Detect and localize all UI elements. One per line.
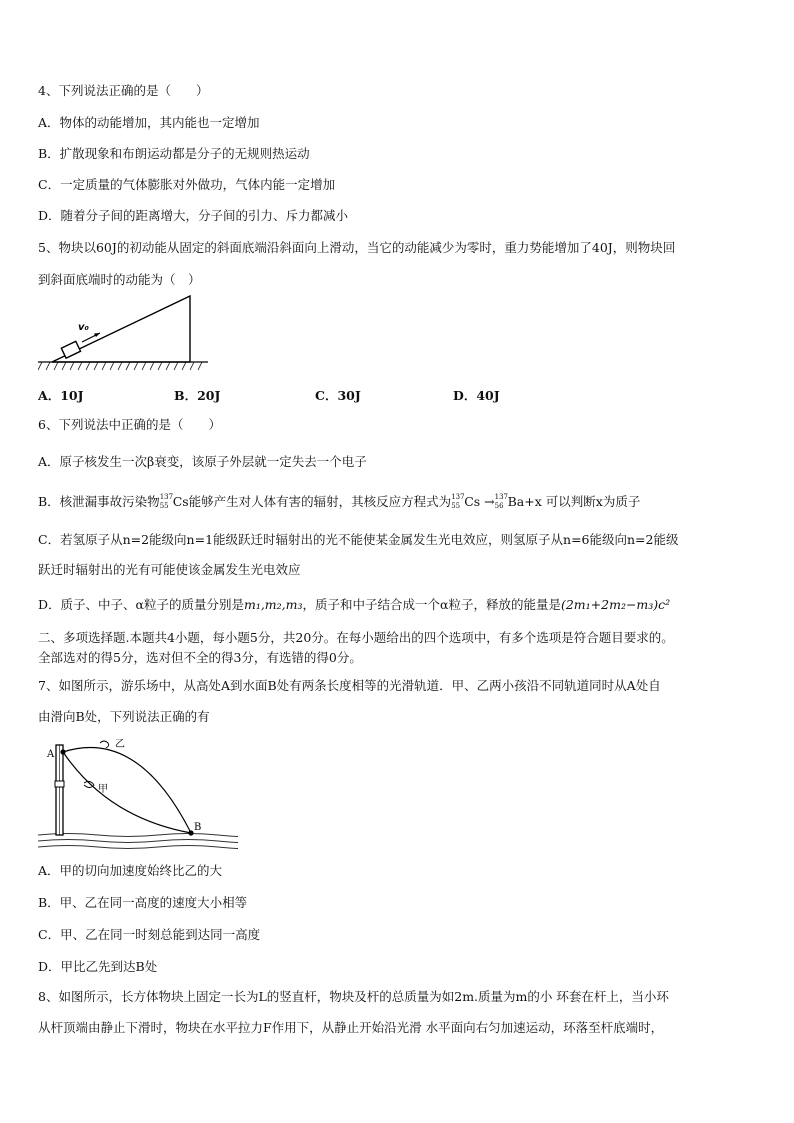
q4-option-b: B．扩散现象和布朗运动都是分子的无规则热运动 [38,146,310,161]
q4-option-a: A．物体的动能增加，其内能也一定增加 [38,115,260,130]
cs-symbol-2: Cs [464,494,481,509]
section2-line1: 二、多项选择题.本题共4小题，每小题5分，共20分。在每小题给出的四个选项中，有多个选项是符合题目要求的。 [38,630,674,645]
q8-line1: 8、如图所示，长方体物块上固定一长为L的竖直杆，物块及杆的总质量为如2m.质量为m的小 环套在杆上，当小环 [38,989,669,1004]
reaction-arrow: → [480,494,495,509]
q6-b-suffix: 可以判断x为质子 [545,494,641,509]
ba-products: Ba+x [507,494,542,509]
q5-option-d: D．40J [453,388,500,403]
q6-option-c-line1: C．若氢原子从n=2能级向n=1能级跃迁时辐射出的光不能使某金属发生光电效应，则氢原子从n=6能级向n=2能级 [38,532,679,547]
cs-isotope-scripts-2: 137 55 [451,493,465,510]
q5-stem-line1: 5、物块以60J的初动能从固定的斜面底端沿斜面向上滑动，当它的动能减少为零时，重力势能增加了40J，则物块回 [38,240,676,255]
incline-figure [38,290,208,374]
q6-b-prefix: B．核泄漏事故污染物 [38,494,160,509]
block [61,341,80,358]
energy-formula: (2m₁+2m₂−m₃)c² [560,597,671,612]
slide-figure [38,733,238,853]
q7-stem-line2: 由滑向B处，下列说法正确的有 [38,709,210,724]
ba-isotope-scripts: 137 56 [494,493,508,510]
section2-line2: 全部选对的得5分，选对但不全的得3分，有选错的得0分。 [38,650,362,665]
q4-stem: 4、下列说法正确的是（ ） [38,83,209,98]
q6-stem: 6、下列说法中正确的是（ ） [38,417,221,432]
q5-option-c: C．30J [315,388,361,403]
q7-option-d: D．甲比乙先到达B处 [38,959,158,974]
q4-option-d: D．随着分子间的距离增大，分子间的引力、斥力都减小 [38,208,349,223]
q6-option-b [38,494,640,510]
mass-variables: m₁,m₂,m₃ [243,597,303,612]
q6-option-c-line2: 跃迁时辐射出的光有可能使该金属发生光电效应 [38,562,301,577]
q7-stem-line1: 7、如图所示，游乐场中，从高处A到水面B处有两条长度相等的光滑轨道．甲、乙两小孩沿不同轨道同时从A处自 [38,678,661,693]
v0-label: v₀ [78,322,89,333]
q6-d-prefix: D．质子、中子、α粒子的质量分别是 [38,597,244,612]
q7-option-b: B．甲、乙在同一高度的速度大小相等 [38,895,248,910]
q6-d-middle: ，质子和中子结合成一个α粒子，释放的能量是 [302,597,561,612]
cs-symbol: Cs [172,494,189,509]
q5-stem-line2: 到斜面底端时的动能为（ ） [38,272,201,287]
q5-option-b: B．20J [174,388,221,403]
track-jia-label: 甲 [98,784,108,795]
track-yi-label: 乙 [115,739,125,750]
point-a-label: A [47,749,55,760]
q6-option-a: A．原子核发生一次β衰变，该原子外层就一定失去一个电子 [38,454,367,469]
q7-option-a: A．甲的切向加速度始终比乙的大 [38,863,223,878]
q5-option-a: A．10J [38,388,84,403]
cs-isotope-scripts: 137 55 [159,493,174,510]
point-b-label: B [194,822,202,833]
q7-option-c: C．甲、乙在同一时刻总能到达同一高度 [38,927,261,942]
q6-b-middle: 能够产生对人体有害的辐射，其核反应方程式为 [188,494,452,509]
q6-option-d [38,597,670,613]
q4-option-c: C．一定质量的气体膨胀对外做功，气体内能一定增加 [38,177,336,192]
q8-line2: 从杆顶端由静止下滑时，物块在水平拉力F作用下，从静止开始沿光滑 水平面向右匀加速运动，环落至杆底端时， [38,1020,664,1035]
